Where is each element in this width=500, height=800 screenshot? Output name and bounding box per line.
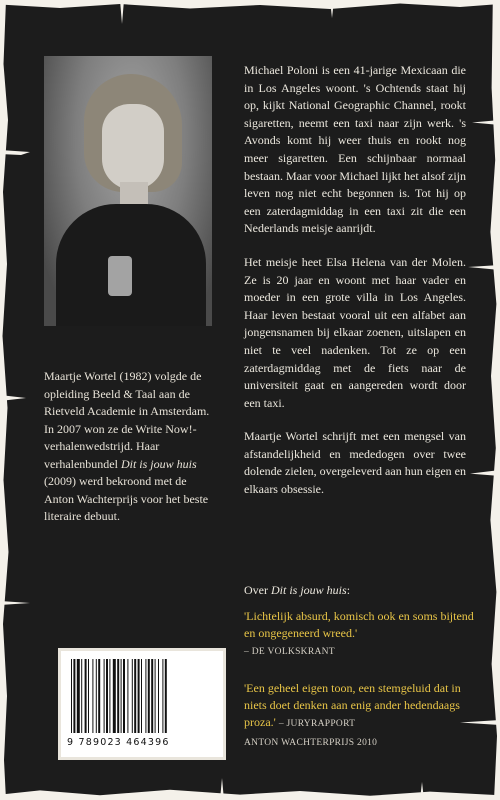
barcode-bar (81, 659, 82, 733)
review-quote-1 (244, 608, 476, 661)
barcode-bar (121, 659, 122, 733)
barcode-bar (113, 659, 116, 733)
tear-mark (120, 0, 124, 24)
barcode-bar (127, 659, 128, 733)
author-bio-book-title: Dit is jouw huis (120, 456, 197, 471)
barcode (58, 648, 226, 760)
review-quote-2-source: – JURYRAPPORT (278, 719, 356, 729)
review-quote-2-text: 'Een geheel eigen toon, een stemgeluid dat in niets doet denken aan enig ander hedendaags proza.' (244, 681, 461, 729)
barcode-bar (141, 659, 142, 733)
barcode-bar (151, 659, 153, 733)
reviews-heading (244, 582, 466, 599)
reviews-heading-suffix: : (346, 583, 351, 597)
barcode-bars (67, 659, 217, 735)
tear-mark (220, 778, 224, 800)
tear-mark (420, 782, 424, 800)
tear-mark (468, 265, 500, 270)
author-bio-text-2: (2009) werd bekroond met de Anton Wachterprijs voor het beste literaire debuut. (44, 474, 209, 523)
synopsis-paragraph-1: Michael Poloni is een 41-jarige Mexicaan die in Los Angeles woont. 's Ochtends staat hij op, kijkt National Geographic Channel, rookt sigaretten, neemt een taxi naar zijn werk. 's Avonds komt hij weer thuis en rookt nog meer sigaretten. Een schijnbaar normaal bestaan. Maar voor Michael lijkt het alsof zijn leven nog niet echt begonnen is. Tot hij op een zaterdagmiddag in een taxi zit die een Nederlands meisje aanrijdt. (244, 63, 466, 236)
barcode-bar (158, 659, 159, 733)
barcode-bar (162, 659, 163, 733)
barcode-bar (109, 659, 110, 733)
barcode-bar (85, 659, 87, 733)
author-photo-shirt-print (108, 256, 132, 296)
tear-mark (0, 395, 26, 401)
barcode-bar (88, 659, 89, 733)
barcode-bar (132, 659, 133, 733)
torn-edge-top (0, 0, 500, 10)
barcode-bar (117, 659, 119, 733)
barcode-bar (106, 659, 108, 733)
author-bio (44, 368, 216, 526)
barcode-bar (123, 659, 125, 733)
barcode-bar (165, 659, 167, 733)
review-quote-2 (244, 680, 476, 752)
barcode-bar (104, 659, 105, 733)
author-photo-face (102, 104, 164, 190)
barcode-bar (134, 659, 136, 733)
synopsis-paragraph-3: Maartje Wortel schrijft met een mengsel van afstandelijkheid en mededogen over twee dolende zielen, overgeleverd aan hun eigen en elkaars obsessie. (244, 429, 467, 497)
review-quote-1-text: 'Lichtelijk absurd, komisch ook en soms bijtend en ongegeneerd wreed.' (244, 609, 474, 640)
review-quote-2-prize: ANTON WACHTERPRIJS 2010 (244, 738, 378, 748)
barcode-bar (138, 659, 140, 733)
barcode-bar (145, 659, 146, 733)
barcode-bar (148, 659, 150, 733)
barcode-bar (155, 659, 156, 733)
reviews-heading-prefix: Over (244, 583, 271, 597)
barcode-bar (77, 659, 80, 733)
barcode-bar (92, 659, 93, 733)
isbn-number: 9 789023 464396 (67, 737, 170, 748)
tear-mark (330, 0, 334, 18)
torn-edge-right (488, 0, 500, 800)
barcode-bar (96, 659, 97, 733)
review-quote-1-source: – DE VOLKSKRANT (244, 647, 335, 657)
synopsis-paragraph-2: Het meisje heet Elsa Helena van der Molen. Ze is 20 jaar en woont met haar vader en moeder in een grote villa in Los Angeles. Haar leven bestaat vooral uit een alfabet aan jongensnamen bij elkaar zoenen, uitslapen en niet te veel nadenken. Tot ze op een zaterdagmiddag met de fiets naar de universiteit gaat en aangereden wordt door een taxi. (244, 254, 466, 410)
synopsis (244, 62, 466, 515)
torn-edge-bottom (0, 788, 500, 800)
reviews-heading-title: Dit is jouw huis (271, 583, 347, 597)
author-bio-text-1: Maartje Wortel (1982) volgde de opleiding Beeld & Taal aan de Rietveld Academie in Amsterdam. In 2007 won ze de Write Now!-verhalenwedstrijd. Haar verhalenbundel (44, 369, 210, 471)
barcode-bar (71, 659, 72, 733)
author-photo (44, 56, 212, 326)
barcode-bar (73, 659, 75, 733)
tear-mark (470, 470, 500, 476)
barcode-bar (98, 659, 100, 733)
tear-mark (472, 120, 500, 125)
